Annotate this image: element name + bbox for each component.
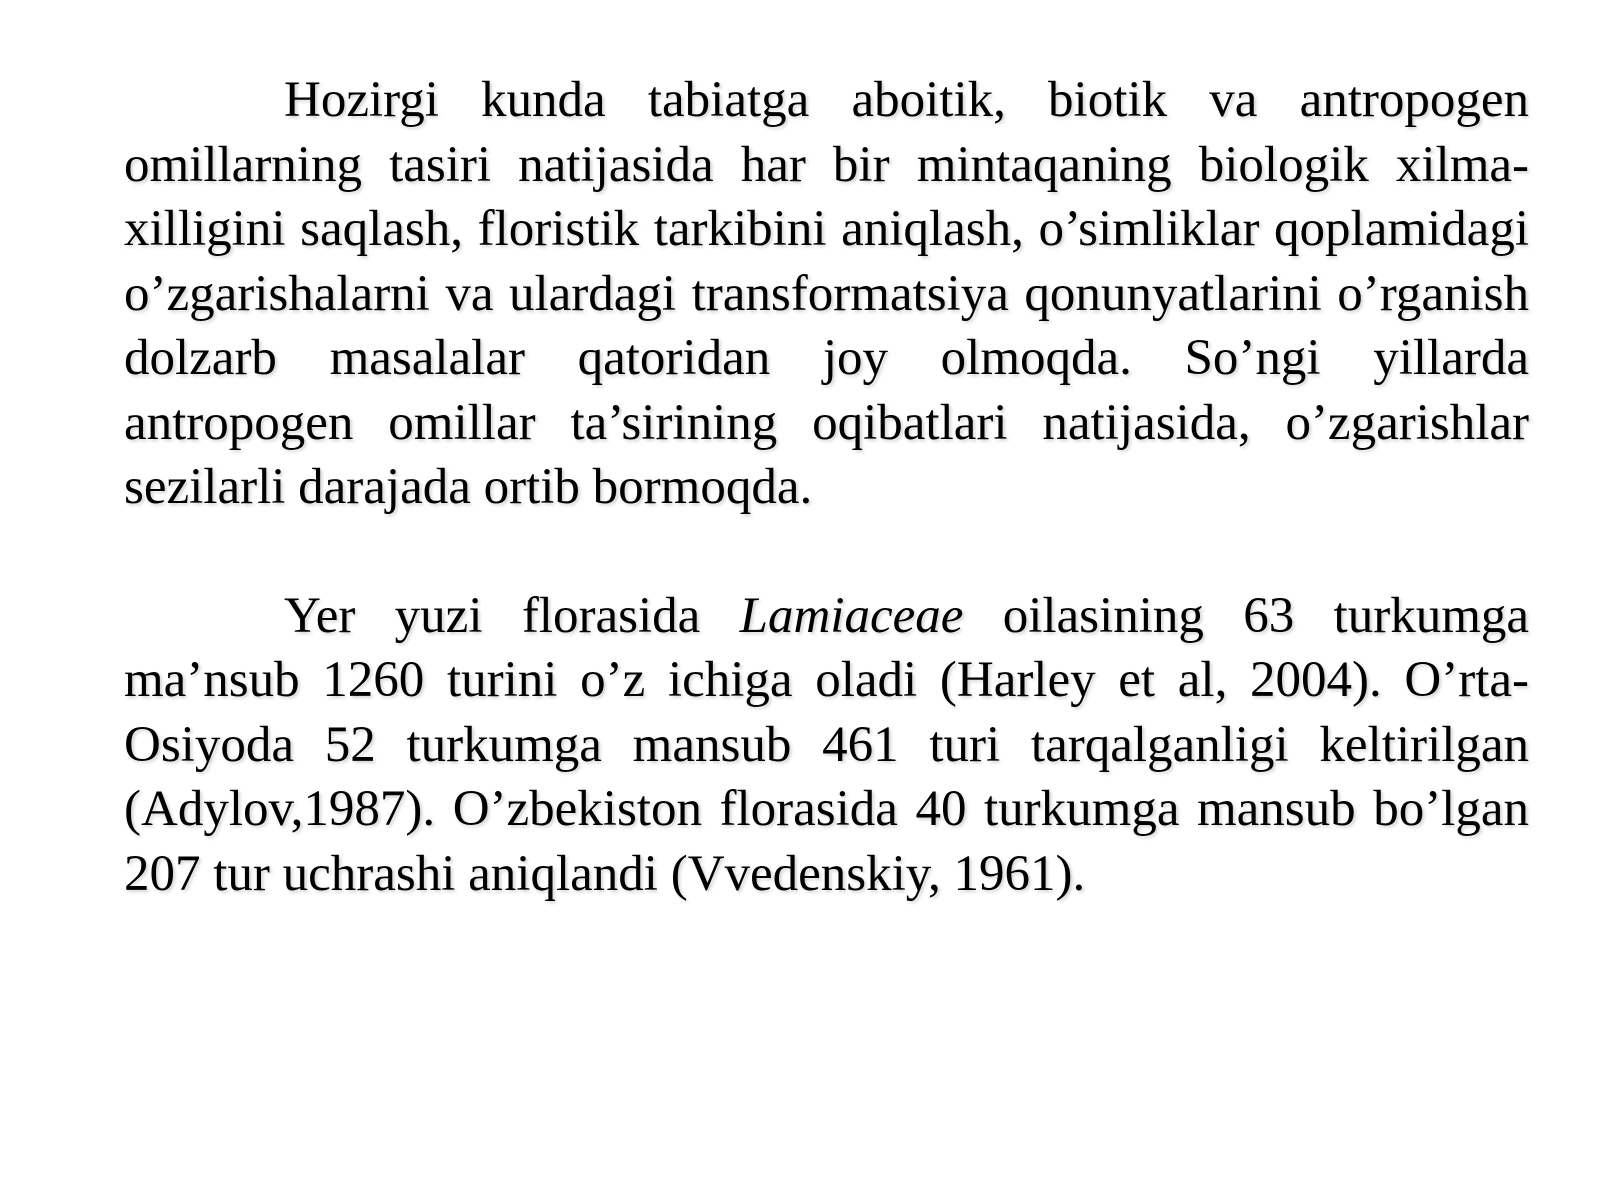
text-body: [124, 68, 1529, 906]
paragraph-2: [124, 584, 1529, 907]
taxon-name-italic: Lamiaceae: [739, 587, 964, 644]
paragraph-1: Hozirgi kunda tabiatga aboitik, biotik va antropogen omillarning tasiri natijasida har bir mintaqaning biologik xilma-xilligini saqlash, floristik tarkibini aniqlash, o’simliklar qoplamidagi o’zgarishalarni va ulardagi transformatsiya qonunyatlarini o’rganish dolzarb masalalar qatoridan joy olmoqda. So’ngi yillarda antropogen omillar ta’sirining oqibatlari natijasida, o’zgarishlar sezilarli darajada ortib bormoqda.: [124, 72, 1529, 515]
paragraph-2-rest: oilasining 63 turkumga ma’nsub 1260 turini o’z ichiga oladi (Harley et al, 2004). O’rta-Osiyoda 52 turkumga mansub 461 turi tarqalganligi keltirilgan (Adylov,1987). O’zbekiston florasida 40 turkumga mansub bo’lgan 207 tur uchrashi aniqlandi (Vvedenskiy, 1961).: [124, 587, 1530, 902]
paragraph-2-lead: Yer yuzi florasida: [284, 587, 740, 644]
